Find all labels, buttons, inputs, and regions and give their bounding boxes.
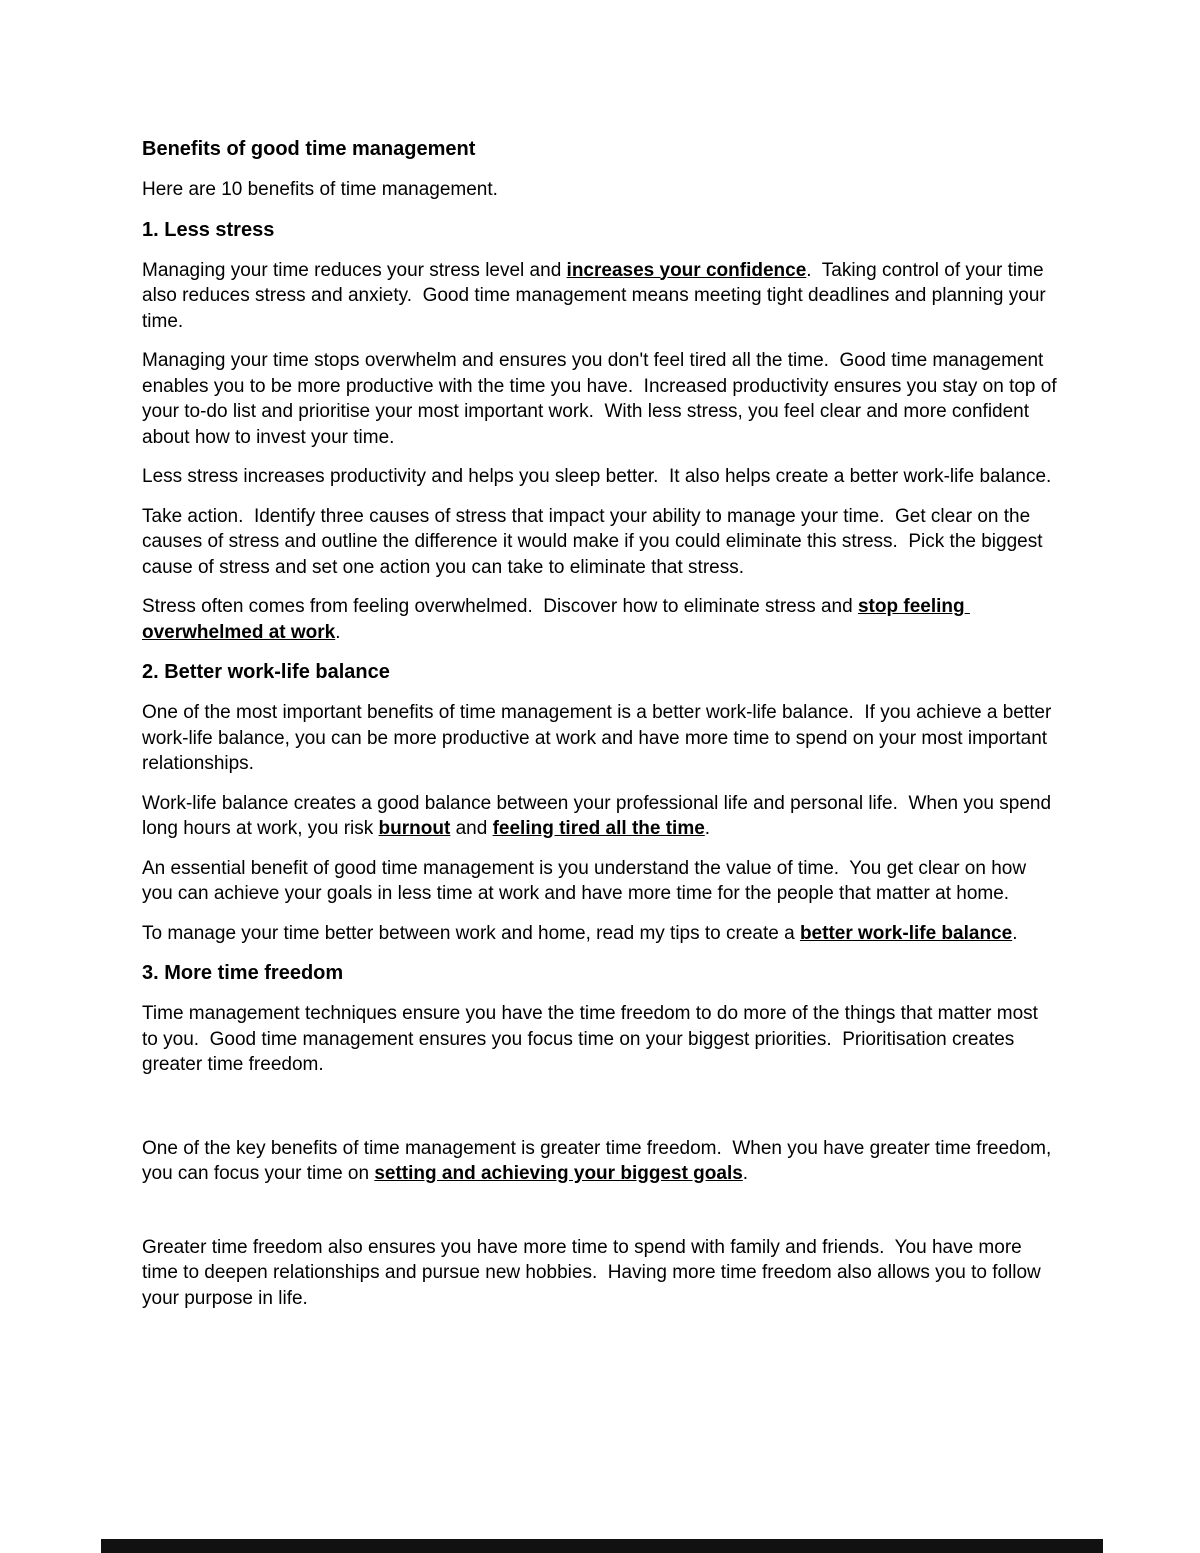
text-run: . [1012,922,1018,944]
inline-link-increases-your-confidence[interactable]: increases your confidence [566,259,807,281]
doc-title: Benefits of good time management [142,138,476,160]
inline-link-stop-feeling-overwhelmed-at-work[interactable]: stop feeling overwhelmed at work [142,596,970,643]
text-run: and [450,818,493,839]
intro-paragraph: Here are 10 benefits of time management. [142,179,498,200]
paragraph: One of the most important benefits of time management is a better work-life balance. If you achieve a better work-life balance, you can be more productive at work and have more time to spend on your most important relationships. [142,702,1057,774]
text-run: . [742,1163,749,1184]
text-run: . [704,818,711,839]
paragraph [142,1136,1058,1187]
paragraph [142,594,1058,645]
paragraph: Managing your time stops overwhelm and ensures you don't feel tired all the time. Good time management enables you to be more productive with the time you have. Increased productivity ensures you stay on top of your to-do list and prioritise your most important work. With less stress, you feel clear and more confident about how to invest your time. [142,350,1062,448]
document-content [142,136,1062,1325]
text-run: . [335,621,341,643]
section-heading-better-work-life-balance: 2. Better work-life balance [142,661,390,683]
text-run: . Taking control of your time also reduces stress and anxiety. Good time management means meeting tight deadlines and planning your time. [142,259,1052,332]
paragraph [142,791,1058,842]
paragraph: Greater time freedom also ensures you have more time to spend with family and friends. You have more time to deepen relationships and pursue new hobbies. Having more time freedom also allows you to follow your purpose in life. [142,1236,1047,1309]
text-run: To manage your time better between work and home, read my tips to create a [142,922,800,944]
paragraph: Time management techniques ensure you have the time freedom to do more of the things that matter most to you. Good time management ensures you focus time on your biggest priorities. Prioritisation creates greater time freedom. [142,1003,1044,1075]
inline-link-feeling-tired-all-the-time[interactable]: feeling tired all the time [492,818,705,839]
paragraph [142,258,1058,335]
paragraph: Take action. Identify three causes of stress that impact your ability to manage your time. Get clear on the causes of stress and outline the difference it would make if you could eliminate this stress. Pick the biggest cause of stress and set one action you can take to eliminate that stress. [142,505,1048,578]
text-run: Work-life balance creates a good balance between your professional life and personal life. When you spend long hours at work, you risk [142,792,1057,839]
paragraph: An essential benefit of good time management is you understand the value of time. You get clear on how you can achieve your goals in less time at work and have more time for the people that matter at home. [142,857,1032,904]
inline-link-burnout[interactable]: burnout [378,818,451,839]
text-run: Managing your time reduces your stress level and [142,259,567,281]
paragraph: Less stress increases productivity and helps you sleep better. It also helps create a better work-life balance. [142,466,1052,487]
section-heading-less-stress: 1. Less stress [142,218,275,241]
text-run: Stress often comes from feeling overwhelmed. Discover how to eliminate stress and [142,596,858,617]
section-heading-more-time-freedom: 3. More time freedom [142,962,344,984]
text-run: One of the key benefits of time management is greater time freedom. When you have greater time freedom, you can focus your time on [142,1137,1057,1184]
inline-link-better-work-life-balance[interactable]: better work-life balance [799,922,1013,944]
paragraph [142,921,1058,947]
next-page-edge [101,1539,1103,1553]
inline-link-setting-and-achieving-your-biggest-goals[interactable]: setting and achieving your biggest goals [374,1163,743,1184]
